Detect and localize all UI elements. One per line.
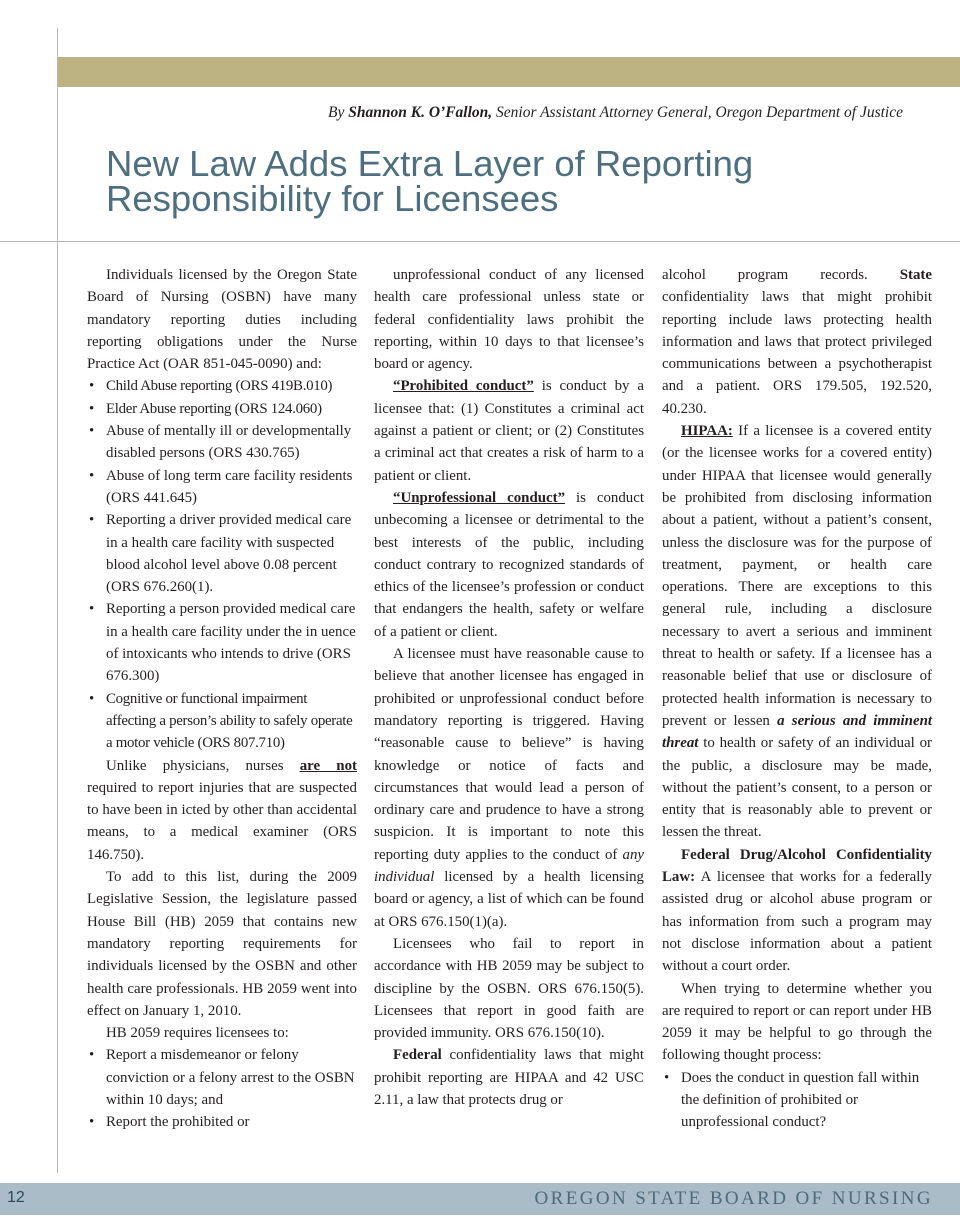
drug-alcohol-law-term: Federal Drug/Alcohol Confidentiality Law:	[662, 846, 932, 886]
list-item: • Abuse of mentally ill or developmentally disabled persons (ORS 430.765)	[87, 420, 357, 465]
reasonable-cause-paragraph	[374, 643, 644, 933]
list-item: • Reporting a person provided medical care in a health care facility under the in uence of intoxicants who intends to drive (ORS 676.300)	[87, 598, 357, 687]
list-item: • Cognitive or functional impairment affecting a person’s ability to safely operate a motor vehicle (ORS 807.710)	[87, 688, 357, 755]
intro-paragraph: Individuals licensed by the Oregon State Board of Nursing (OSBN) have many mandatory reporting duties including reporting obligations under the Nurse Practice Act (OAR 851-045-0090) and:	[87, 267, 357, 373]
byline-author: Shannon K. O’Fallon,	[348, 104, 493, 121]
prohibited-conduct-paragraph	[374, 375, 644, 486]
prohibited-conduct-term: “Prohibited conduct”	[393, 378, 534, 395]
list-item: • Elder Abuse reporting (ORS 124.060)	[87, 398, 357, 420]
reporting-duties-list	[87, 375, 357, 754]
list-item: • Report the prohibited or	[87, 1111, 357, 1133]
drug-alcohol-law-paragraph	[662, 844, 932, 978]
physicians-paragraph	[87, 755, 357, 866]
column-3	[662, 264, 932, 1134]
physicians-text: Unlike physicians, nurses	[106, 757, 300, 774]
byline-role: Senior Assistant Attorney General, Oregon Department of Justice	[492, 104, 903, 121]
drug-alcohol-law-text: A licensee that works for a federally assisted drug or alcohol abuse program or has information from such a program may not disclose information about a patient without a court order.	[662, 869, 932, 975]
state-laws-text-end: confidentiality laws that might prohibit reporting include laws protecting health information and laws that protect privileged communications between a psychotherapist and a patient. ORS 179.505, 192.520, 40.230.	[662, 289, 932, 417]
state-laws-paragraph	[662, 264, 932, 420]
federal-laws-text: confidentiality laws that might prohibit reporting are HIPAA and 42 USC 2.11, a law that protects drug or	[374, 1047, 644, 1108]
hipaa-paragraph	[662, 420, 932, 844]
reasonable-cause-text: A licensee must have reasonable cause to believe that another licensee has engaged in prohibited or unprofessional conduct before mandatory reporting is triggered. Having “reasonable cause to believe” is having knowledge or notice of facts and circumstances that would lead a person of ordinary care and prudence to have a strong suspicion. It is important to note this reporting duty applies to the conduct of	[374, 646, 644, 863]
page-number: 12	[7, 1189, 25, 1206]
requirements-list	[87, 1044, 357, 1133]
hb2059-paragraph: To add to this list, during the 2009 Legislative Session, the legislature passed House Bill (HB) 2059 that contains new mandatory reporting requirements for individuals licensed by the OSBN and other health care professionals. HB 2059 went into effect on January 1, 2010.	[87, 869, 357, 1019]
list-item: • Child Abuse reporting (ORS 419B.010)	[87, 375, 357, 397]
thought-process-paragraph: When trying to determine whether you are required to report or can report under HB 2059 it may be helpful to go through the following thought process:	[662, 980, 932, 1064]
thought-process-list	[662, 1067, 932, 1134]
list-item: • Abuse of long term care facility residents (ORS 441.645)	[87, 465, 357, 510]
requires-paragraph: HB 2059 requires licensees to:	[106, 1025, 289, 1042]
header-accent-band	[58, 57, 960, 87]
hipaa-text: If a licensee is a covered entity (or the licensee works for a covered entity) under HIPAA that licensee would generally be prohibited from disclosing information about a patient, without a patient’s consent, unless the disclosure was for the purpose of treatment, payment, or health care operations. There are exceptions to this general rule, including a disclosure necessary to avert a serious and imminent threat to health or safety. If a licensee has a reasonable belief that use or disclosure of protected health information is necessary to prevent or lessen	[662, 423, 932, 729]
list-item: • Reporting a driver provided medical care in a health care facility with suspected blood alcohol level above 0.08 percent (ORS 676.260(1).	[87, 509, 357, 598]
reasonable-cause-text-end: licensed by a health licensing board or agency, a list of which can be found at ORS 676.150(1)(a).	[374, 869, 644, 930]
prohibited-conduct-definition: is conduct by a licensee that: (1) Constitutes a criminal act against a patient or client; or (2) Constitutes a criminal act that creates a risk of harm to a patient or client.	[374, 378, 644, 484]
unprofessional-conduct-term: “Unprofessional conduct”	[393, 489, 566, 506]
state-laws-text: alcohol program records.	[662, 267, 900, 283]
title-line-1: New Law Adds Extra Layer of Reporting	[106, 143, 754, 184]
title-divider	[0, 241, 960, 242]
byline-prefix: By	[328, 104, 349, 121]
federal-label: Federal	[393, 1047, 442, 1064]
state-label: State	[899, 267, 932, 283]
list-item: • Report a misdemeanor or felony conviction or a felony arrest to the OSBN within 10 days; and	[87, 1044, 357, 1111]
page-footer	[0, 1183, 960, 1215]
left-margin-rule	[57, 28, 58, 1173]
federal-laws-paragraph	[374, 1044, 644, 1111]
failure-to-report-paragraph: Licensees who fail to report in accordance with HB 2059 may be subject to discipline by the OSBN. ORS 676.150(5). Licensees that report in good faith are provided immunity. ORS 676.150(10).	[374, 935, 644, 1042]
column-2	[374, 264, 644, 1111]
unprofessional-conduct-paragraph	[374, 487, 644, 643]
hipaa-text-end: to health or safety of an individual or the public, a disclosure may be made, without the patient’s consent, to a person or entity that is reasonably able to prevent or lessen the threat.	[662, 735, 932, 841]
emphasis-any-individual: any individual	[374, 846, 644, 886]
list-item: • Does the conduct in question fall within the definition of prohibited or unprofessional conduct?	[662, 1067, 932, 1134]
title-line-2: Responsibility for Licensees	[106, 178, 559, 219]
byline	[328, 104, 903, 122]
emphasis-serious-threat: a serious and imminent threat	[662, 712, 932, 752]
continuation-paragraph: unprofessional conduct of any licensed health care professional unless state or federal confidentiality laws prohibit the reporting, within 10 days to that licensee’s board or agency.	[374, 267, 644, 373]
emphasis-are-not: are not	[299, 757, 357, 774]
article-title	[106, 143, 926, 219]
physicians-text-end: required to report injuries that are suspected to have been in icted by other than accidental means, to a medical examiner (ORS 146.750).	[87, 779, 357, 863]
organization-name: OREGON STATE BOARD OF NURSING	[534, 1188, 933, 1209]
hipaa-term: HIPAA:	[681, 423, 733, 440]
unprofessional-conduct-definition: is conduct unbecoming a licensee or detrimental to the best interests of the public, including conduct contrary to recognized standards of ethics of the licensee’s profession or conduct that endangers the health, safety or welfare of a patient or client.	[374, 489, 644, 640]
column-1	[87, 264, 357, 1134]
